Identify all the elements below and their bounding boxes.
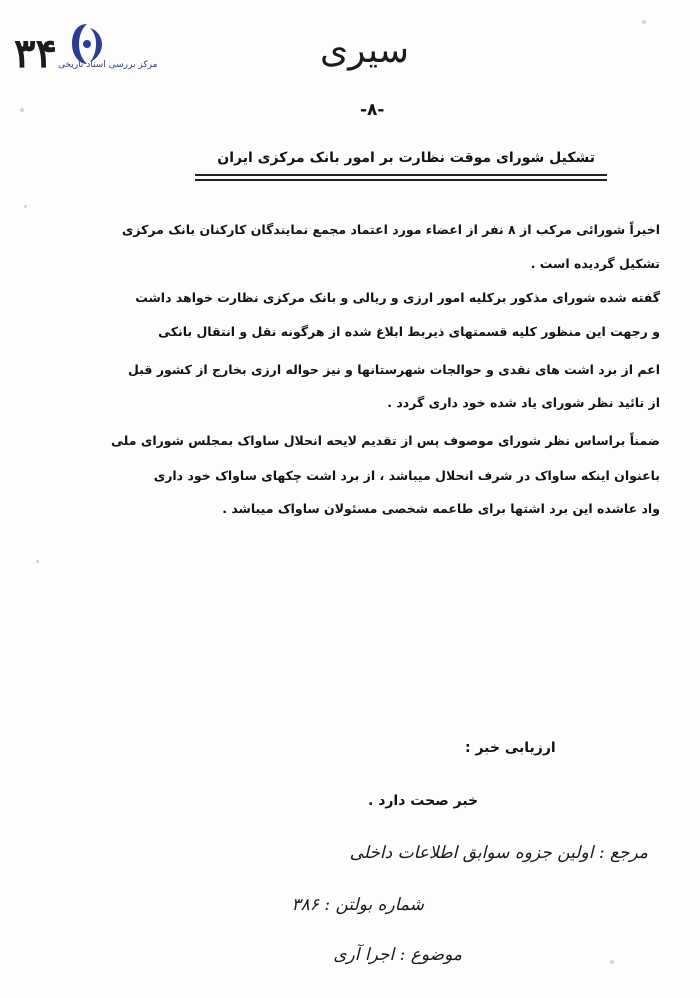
body-line: تشکیل گردیده است . [530, 256, 660, 271]
reference-source: مرجع : اولین جزوه سوابق اطلاعات داخلی [349, 843, 648, 863]
item-number: -۸- [360, 100, 385, 120]
body-line: ضمناً براساس نظر شورای موصوف پس از تقدیم لایحه انحلال ساواک بمجلس شورای ملی [111, 433, 660, 448]
body-line: گفته شده شورای مذکور برکلیه امور ارزی و ریالی و بانک مرکزی نظارت خواهد داشت [135, 290, 660, 305]
corner-page-number: ۳۴ [14, 30, 57, 77]
scan-speckle [20, 108, 24, 112]
scan-speckle [36, 560, 39, 563]
body-line: اخیراً شورائی مرکب از ۸ نفر از اعضاء مورد اعتماد مجمع نمایندگان کارکنان بانک مرکزی [121, 222, 660, 237]
body-line: و رجهت این منظور کلیه قسمتهای ذیربط ابلاغ شده از هرگونه نقل و انتقال بانکی [158, 324, 660, 339]
archive-watermark: مرکز بررسی اسناد تاریخی [58, 60, 158, 70]
scan-speckle [610, 960, 614, 964]
body-line: واد عاشده این برد اشتها برای طاعمه شخصی مسئولان ساواک میباشد . [222, 501, 660, 516]
scan-speckle [642, 20, 646, 24]
scan-speckle [24, 205, 27, 208]
evaluation-label: ارزیابی خبر : [465, 740, 556, 756]
evaluation-value: خبر صحت دارد . [368, 793, 479, 809]
title-underline [195, 179, 607, 181]
reference-bulletin-number: شماره بولتن : ۳۸۶ [291, 895, 424, 915]
body-line: باعنوان اینکه ساواک در شرف انحلال میباشد ، از برد اشت چکهای ساواک خود داری [153, 468, 660, 483]
body-line: اعم از برد اشت های نقدی و حوالجات شهرستانها و نیز حواله ارزی بخارج از کشور قبل [128, 362, 660, 377]
document-title: تشکیل شورای موقت نظارت بر امور بانک مرکزی ایران [217, 150, 595, 166]
reference-subject: موضوع : اجرا آری [333, 945, 462, 965]
body-line: از تائید نظر شورای یاد شده خود داری گردد . [387, 395, 660, 410]
title-underline [195, 174, 607, 176]
handwritten-heading: سیری [320, 30, 410, 71]
